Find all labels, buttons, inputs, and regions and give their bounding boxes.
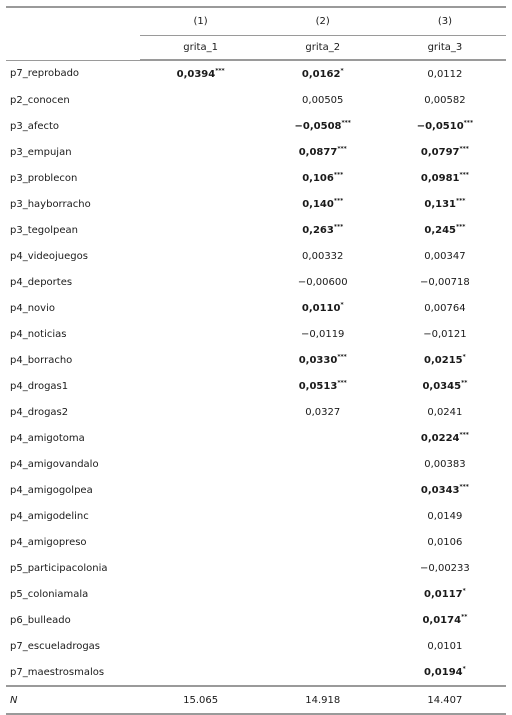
table-row <box>6 113 506 139</box>
coef-cell <box>140 477 262 503</box>
coef-value: 0,140 <box>302 198 334 210</box>
coef-value: 0,00332 <box>302 250 344 262</box>
row-label: p3_afecto <box>10 120 60 132</box>
coef-cell <box>262 87 384 113</box>
row-label: p4_borracho <box>10 354 73 366</box>
col-number-3: (3) <box>384 7 506 36</box>
coef-value: 0,00505 <box>302 94 344 106</box>
col-name-1: grita_1 <box>140 36 262 61</box>
coef-cell <box>140 607 262 633</box>
row-label: p4_amigodelinc <box>10 510 89 522</box>
row-label: p7_reprobado <box>10 68 80 80</box>
significance-stars: * <box>340 67 344 75</box>
coef-cell <box>262 425 384 451</box>
coef-cell <box>262 295 384 321</box>
coef-cell <box>140 347 262 373</box>
significance-stars: ** <box>461 613 468 621</box>
coef-value: 0,0241 <box>427 406 463 418</box>
table-row <box>6 269 506 295</box>
coef-cell <box>262 139 384 165</box>
coef-value: 0,0117 <box>424 588 463 600</box>
coef-cell <box>262 633 384 659</box>
col-number-2: (2) <box>262 7 384 36</box>
coef-cell <box>384 243 506 269</box>
coef-cell <box>262 529 384 555</box>
coef-cell <box>384 581 506 607</box>
coef-value: 0,106 <box>302 172 334 184</box>
significance-stars: *** <box>459 171 469 179</box>
coef-cell <box>384 659 506 686</box>
coef-value: 0,263 <box>302 224 334 236</box>
coef-cell <box>140 529 262 555</box>
coef-cell <box>384 165 506 191</box>
significance-stars: * <box>462 587 466 595</box>
coef-value: −0,0510 <box>416 120 464 132</box>
coef-value: 0,0394 <box>176 68 216 80</box>
coef-cell <box>384 399 506 425</box>
coef-value: 0,0224 <box>420 432 460 444</box>
coef-value: 0,0112 <box>427 68 463 80</box>
significance-stars: *** <box>341 119 351 127</box>
table-row <box>6 373 506 399</box>
coef-cell <box>140 165 262 191</box>
coef-cell <box>384 321 506 347</box>
coef-cell <box>262 191 384 217</box>
coef-value: 0,00383 <box>424 458 466 470</box>
header-row-numbers <box>6 7 506 36</box>
coef-value: −0,0121 <box>423 328 467 340</box>
significance-stars: *** <box>333 223 344 231</box>
coef-cell <box>140 451 262 477</box>
table-row <box>6 425 506 451</box>
coef-cell <box>140 217 262 243</box>
coef-value: 0,0194 <box>424 666 463 678</box>
coef-cell <box>384 269 506 295</box>
coef-cell <box>140 659 262 686</box>
coef-cell <box>262 555 384 581</box>
table-row <box>6 139 506 165</box>
significance-stars: * <box>340 301 344 309</box>
coef-cell <box>262 347 384 373</box>
table-row <box>6 295 506 321</box>
coef-value: 0,0981 <box>420 172 460 184</box>
table-row <box>6 243 506 269</box>
significance-stars: *** <box>215 67 225 75</box>
col-name-2: grita_2 <box>262 36 384 61</box>
coef-cell <box>384 529 506 555</box>
coef-cell <box>384 503 506 529</box>
coef-cell <box>384 60 506 87</box>
coef-cell <box>140 373 262 399</box>
coef-cell <box>140 633 262 659</box>
table-row <box>6 581 506 607</box>
coef-value: 0,0106 <box>427 536 463 548</box>
row-label: p4_deportes <box>10 276 73 288</box>
row-label: p6_bulleado <box>10 614 71 626</box>
coef-cell <box>140 139 262 165</box>
coef-cell <box>384 113 506 139</box>
coef-value: −0,00233 <box>420 562 470 574</box>
coef-value: 0,0797 <box>420 146 460 158</box>
observations-value-1: 15.065 <box>140 686 262 714</box>
row-label: p3_hayborracho <box>10 198 91 210</box>
coef-cell <box>262 165 384 191</box>
table-row <box>6 555 506 581</box>
table-row <box>6 451 506 477</box>
coef-cell <box>140 295 262 321</box>
coef-cell <box>384 373 506 399</box>
coef-cell <box>262 607 384 633</box>
coef-cell <box>262 243 384 269</box>
coef-cell <box>384 217 506 243</box>
coef-value: 0,0513 <box>298 380 338 392</box>
significance-stars: *** <box>459 145 469 153</box>
row-label: p3_problecon <box>10 172 78 184</box>
coef-cell <box>140 87 262 113</box>
observations-value-2: 14.918 <box>262 686 384 714</box>
coef-cell <box>384 633 506 659</box>
observations-value-3: 14.407 <box>384 686 506 714</box>
coef-value: 0,00347 <box>424 250 466 262</box>
significance-stars: *** <box>333 171 344 179</box>
row-label: p7_escueladrogas <box>10 640 101 652</box>
coef-cell <box>262 659 384 686</box>
coef-cell <box>384 191 506 217</box>
row-label: p4_drogas2 <box>10 406 69 418</box>
table-row <box>6 347 506 373</box>
table-row <box>6 503 506 529</box>
significance-stars: *** <box>459 431 469 439</box>
coef-value: 0,0162 <box>301 68 341 80</box>
table-body <box>6 60 506 686</box>
row-label: p4_amigogolpea <box>10 484 93 496</box>
coef-value: −0,0119 <box>301 328 345 340</box>
significance-stars: *** <box>459 483 469 491</box>
coef-cell <box>262 581 384 607</box>
header-blank-cell <box>6 36 140 61</box>
coef-value: 0,00582 <box>424 94 466 106</box>
significance-stars: * <box>462 353 466 361</box>
coef-cell <box>262 399 384 425</box>
coef-cell <box>140 425 262 451</box>
row-label: p4_drogas1 <box>10 380 69 392</box>
significance-stars: *** <box>463 119 474 127</box>
coef-value: 0,131 <box>424 198 457 210</box>
row-label: p4_amigopreso <box>10 536 87 548</box>
coef-cell <box>140 60 262 87</box>
coef-value: −0,00600 <box>297 276 348 288</box>
coef-cell <box>140 555 262 581</box>
coef-value: 0,0330 <box>298 354 338 366</box>
col-number-1: (1) <box>140 7 262 36</box>
table-row <box>6 165 506 191</box>
table-row <box>6 607 506 633</box>
coef-value: −0,00718 <box>420 276 470 288</box>
row-label: p3_tegolpean <box>10 224 78 236</box>
significance-stars: *** <box>337 379 347 387</box>
coef-cell <box>140 113 262 139</box>
coef-cell <box>262 321 384 347</box>
row-label: p4_noticias <box>10 328 67 340</box>
coef-value: 0,245 <box>424 224 457 236</box>
row-label: p5_coloniamala <box>10 588 89 600</box>
coef-value: 0,0174 <box>422 614 462 626</box>
coef-cell <box>384 347 506 373</box>
coef-value: 0,0877 <box>298 146 338 158</box>
row-label: p4_amigotoma <box>10 432 85 444</box>
table-row <box>6 529 506 555</box>
significance-stars: *** <box>337 353 347 361</box>
coef-cell <box>384 451 506 477</box>
significance-stars: *** <box>337 145 347 153</box>
coef-cell <box>384 607 506 633</box>
coef-value: 0,00764 <box>424 302 466 314</box>
coef-cell <box>262 269 384 295</box>
coef-value: 0,0343 <box>420 484 460 496</box>
coef-cell <box>140 399 262 425</box>
coef-value: 0,0345 <box>422 380 462 392</box>
coef-cell <box>140 191 262 217</box>
row-label: p4_novio <box>10 302 55 314</box>
coef-cell <box>140 503 262 529</box>
significance-stars: * <box>462 665 466 673</box>
coef-cell <box>262 113 384 139</box>
coef-cell <box>384 425 506 451</box>
coef-value: 0,0327 <box>305 406 341 418</box>
observations-label: N <box>6 686 140 714</box>
row-label: p3_empujan <box>10 146 72 158</box>
coef-cell <box>262 477 384 503</box>
significance-stars: ** <box>461 379 468 387</box>
table-row <box>6 633 506 659</box>
coef-cell <box>262 217 384 243</box>
table-row <box>6 659 506 686</box>
col-name-3: grita_3 <box>384 36 506 61</box>
coef-cell <box>262 373 384 399</box>
row-label: p4_amigovandalo <box>10 458 99 470</box>
coef-cell <box>262 451 384 477</box>
observations-row <box>6 686 506 714</box>
table-row <box>6 60 506 87</box>
coef-cell <box>262 60 384 87</box>
coef-cell <box>384 295 506 321</box>
table-row <box>6 191 506 217</box>
significance-stars: *** <box>456 223 466 231</box>
table-row <box>6 217 506 243</box>
coef-cell <box>384 555 506 581</box>
coef-value: 0,0110 <box>301 302 341 314</box>
table-row <box>6 477 506 503</box>
regression-table <box>6 6 506 715</box>
table-row <box>6 87 506 113</box>
significance-stars: *** <box>456 197 466 205</box>
coef-cell <box>384 139 506 165</box>
coef-cell <box>384 477 506 503</box>
table-row <box>6 399 506 425</box>
coef-value: 0,0149 <box>427 510 463 522</box>
row-label: p7_maestrosmalos <box>10 666 105 678</box>
header-blank-cell <box>6 7 140 36</box>
header-row-names <box>6 36 506 61</box>
coef-cell <box>262 503 384 529</box>
coef-value: −0,0508 <box>294 120 342 132</box>
significance-stars: *** <box>333 197 344 205</box>
coef-cell <box>140 269 262 295</box>
coef-cell <box>140 243 262 269</box>
coef-cell <box>384 87 506 113</box>
coef-value: 0,0101 <box>427 640 463 652</box>
row-label: p2_conocen <box>10 94 70 106</box>
row-label: p4_videojuegos <box>10 250 88 262</box>
table-row <box>6 321 506 347</box>
coef-cell <box>140 581 262 607</box>
row-label: p5_participacolonia <box>10 562 108 574</box>
coef-cell <box>140 321 262 347</box>
coef-value: 0,0215 <box>424 354 463 366</box>
